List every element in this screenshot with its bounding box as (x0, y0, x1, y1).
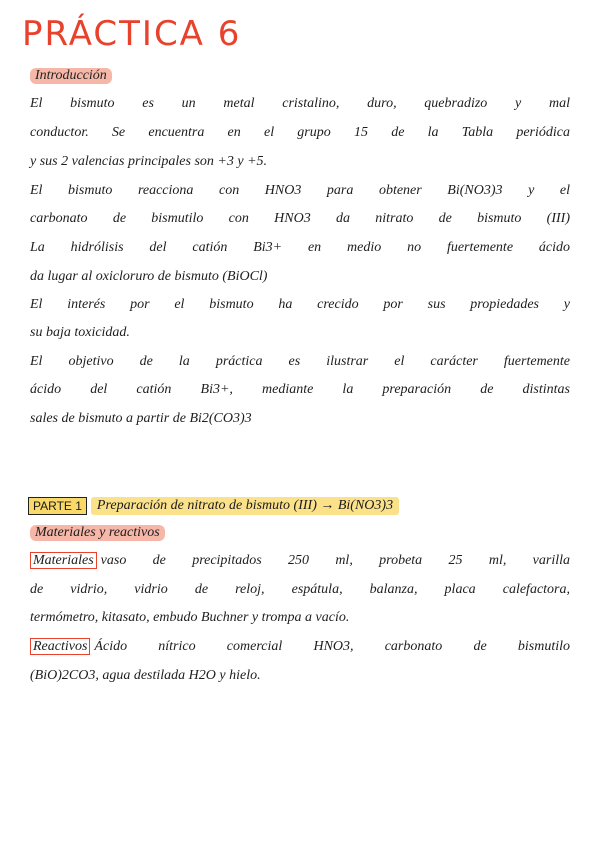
intro-line: conductor. Se encuentra en el grupo 15 de la Tabla periódica (30, 125, 570, 140)
parte-label: PARTE 1 (28, 497, 87, 515)
materiales-line: de vidrio, vidrio de reloj, espátula, balanza, placa calefactora, (30, 582, 570, 597)
reactivos-line: (BiO)2CO3, agua destilada H2O y hielo. (30, 668, 261, 683)
intro-line: sales de bismuto a partir de Bi2(CO3)3 (30, 411, 252, 426)
parte-1-header (28, 495, 399, 517)
intro-line: El bismuto es un metal cristalino, duro, quebradizo y mal (30, 96, 570, 111)
intro-line: El interés por el bismuto ha crecido por sus propiedades y (30, 297, 570, 312)
intro-line: La hidrólisis del catión Bi3+ en medio no fuertemente ácido (30, 240, 570, 255)
materiales-reactivos-heading: Materiales y reactivos (30, 525, 165, 541)
materiales-label: Materiales (30, 552, 97, 569)
intro-line: ácido del catión Bi3+, mediante la preparación de distintas (30, 382, 570, 397)
materiales-line (30, 553, 570, 569)
reactivos-text: Ácido nítrico comercial HNO3, carbonato de bismutilo (94, 639, 570, 654)
intro-line: da lugar al oxicloruro de bismuto (BiOCl) (30, 269, 268, 284)
materiales-text: vaso de precipitados 250 ml, probeta 25 ml, varilla (100, 553, 570, 568)
intro-heading: Introducción (30, 68, 112, 84)
intro-line: El objetivo de la práctica es ilustrar el carácter fuertemente (30, 354, 570, 369)
intro-line: El bismuto reacciona con HNO3 para obtener Bi(NO3)3 y el (30, 183, 570, 198)
reactivos-label: Reactivos (30, 638, 90, 655)
intro-line: y sus 2 valencias principales son +3 y +5. (30, 154, 268, 169)
reactivos-line (30, 639, 570, 655)
parte-title: Preparación de nitrato de bismuto (III) → Bi(NO3)3 (91, 497, 399, 515)
intro-line: carbonato de bismutilo con HNO3 da nitrato de bismuto (III) (30, 211, 570, 226)
materiales-line: termómetro, kitasato, embudo Buchner y trompa a vacío. (30, 610, 350, 625)
page-title: PRÁCTICA 6 (22, 14, 242, 54)
intro-line: su baja toxicidad. (30, 325, 130, 340)
